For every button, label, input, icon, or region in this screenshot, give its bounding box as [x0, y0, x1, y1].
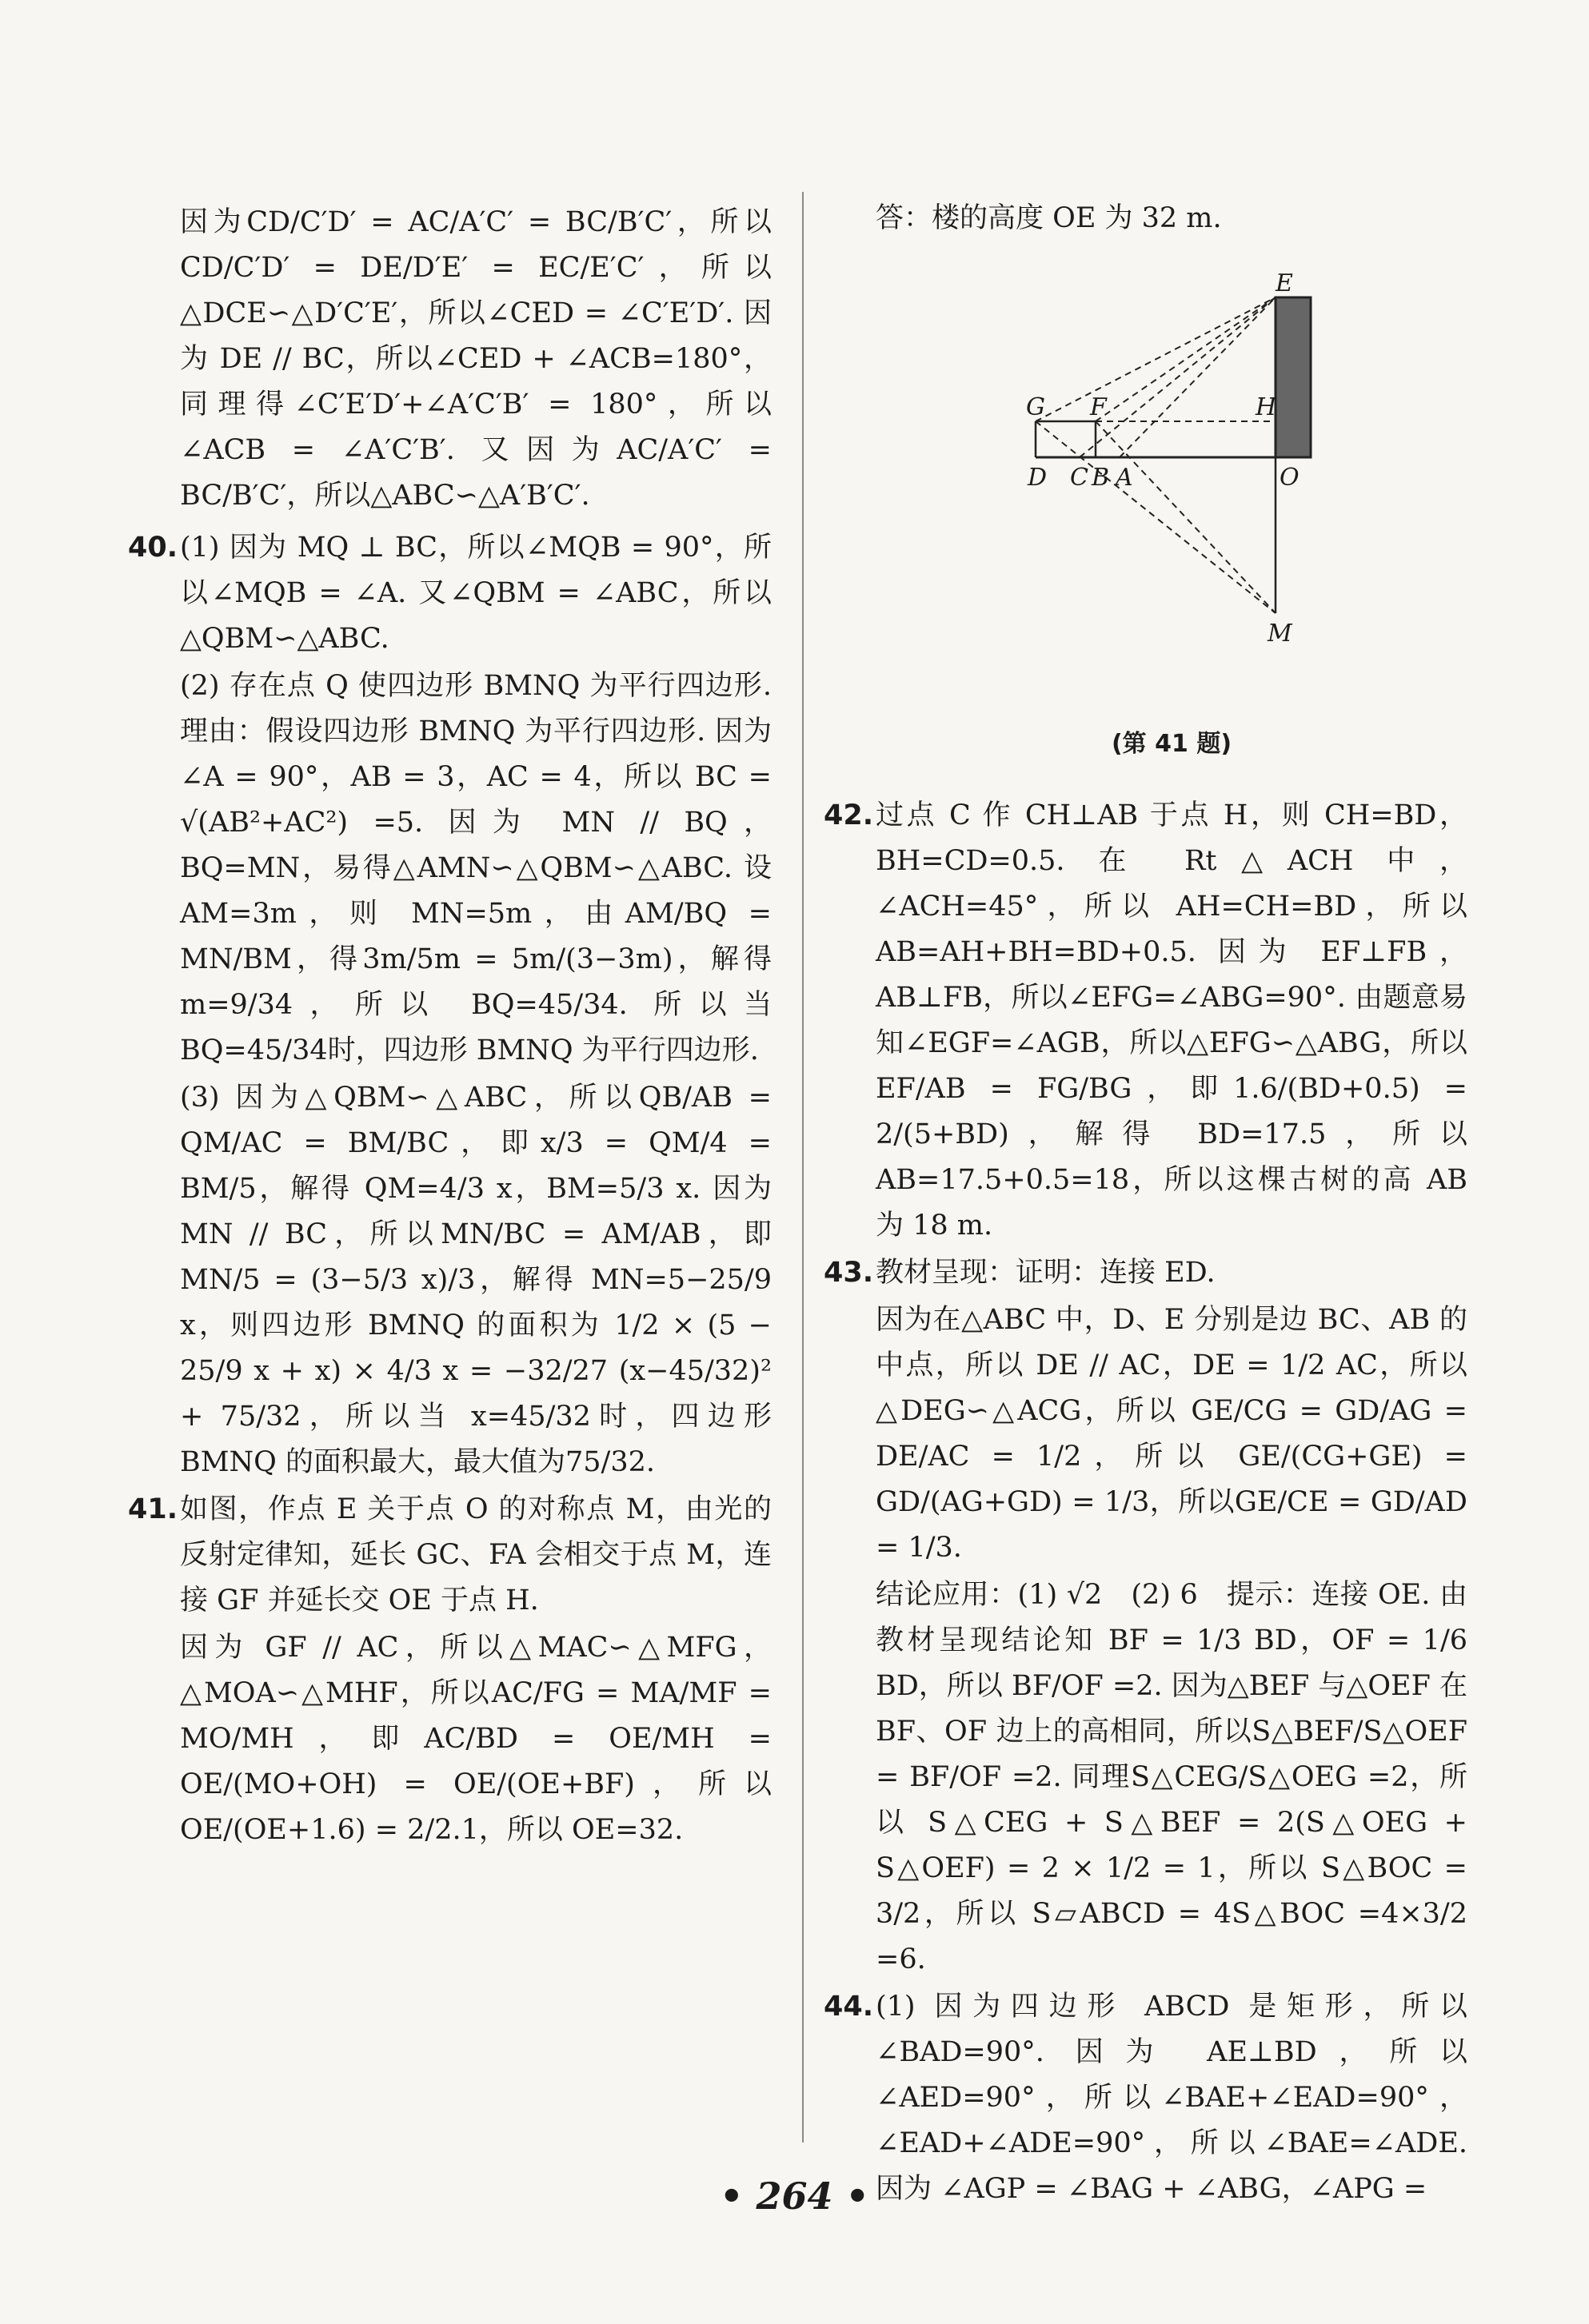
figure-caption: (第 41 题) — [1111, 730, 1232, 758]
label-g: G — [1026, 393, 1045, 421]
line-fm — [1096, 421, 1276, 613]
solution-41-part1: 41. 如图，作点 E 关于点 O 的对称点 M，由光的反射定律知，延长 GC、FA 会相交于点 M，连接 GF 并延长交 OE 于点 H. — [180, 1487, 772, 1624]
question-number-41: 41. — [128, 1493, 178, 1525]
label-b: B — [1092, 464, 1110, 492]
figure-41 — [876, 273, 1467, 785]
solution-41-part2: 因为 GF // AC，所以△MAC∽△MFG，△MOA∽△MHF，所以AC/FG = MA/MF = MO/MH，即AC/BD = OE/MH = OE/(MO+OH) = OE/(OE+BF)，所以OE/(OE+1.6) = 2/2.1，所以 OE=32. — [180, 1632, 772, 1846]
building-rect — [1276, 297, 1311, 457]
line-ge — [1036, 297, 1276, 421]
solution-41-answer: 答：楼的高度 OE 为 32 m. — [876, 202, 1222, 234]
solution-43-part2: 因为在△ABC 中，D、E 分别是边 BC、AB 的中点，所以 DE // AC，DE = 1/2 AC，所以△DEG∽△ACG，所以 GE/CG = GD/AG = DE/AC = 1/2，所以 GE/(CG+GE) = GD/(AG+GD) = 1/3，所以GE/CE = GD/AD = 1/3. — [876, 1304, 1467, 1564]
label-f: F — [1090, 393, 1107, 421]
solution-40-part1: 40. (1) 因为 MQ ⊥ BC，所以∠MQB = 90°，所以∠MQB = ∠A. 又∠QBM = ∠ABC，所以△QBM∽△ABC. — [180, 525, 772, 662]
solution-42: 42. 过点 C 作 CH⊥AB 于点 H，则 CH=BD，BH=CD=0.5. 在 Rt△ACH 中，∠ACH=45°，所以 AH=CH=BD，所以 AB=AH+BH=BD+0.5. 因为 EF⊥FB，AB⊥FB，所以∠EFG=∠ABG=90°. 由题意易知∠EGF=∠AGB，所以△EFG∽△ABG，所以EF/AB = FG/BG，即1.6/(BD+0.5) = 2/(5+BD)，解得 BD=17.5，所以 AB=17.5+0.5=18，所以这棵古树的高 AB 为 18 m. — [876, 793, 1467, 1249]
line-gm — [1036, 421, 1276, 613]
question-number-40: 40. — [128, 532, 178, 564]
label-m: M — [1268, 620, 1292, 648]
label-d: D — [1028, 464, 1048, 492]
question-number-43: 43. — [824, 1257, 874, 1289]
label-o: O — [1280, 464, 1300, 492]
line-ce — [1080, 297, 1276, 457]
question-number-44: 44. — [824, 1991, 874, 2023]
label-a: A — [1116, 464, 1133, 492]
label-c: C — [1070, 464, 1088, 492]
left-column — [128, 200, 772, 1855]
line-ae — [1120, 297, 1276, 457]
solution-43-part1: 43. 教材呈现：证明：连接 ED. — [876, 1250, 1467, 1296]
line-fe — [1096, 297, 1276, 421]
solution-44: 44. (1) 因为四边形 ABCD 是矩形，所以∠BAD=90°. 因为 AE⊥BD，所以∠AED=90°，所以∠BAE+∠EAD=90°，∠EAD+∠ADE=90°，所以∠BAE=∠ADE. 因为 ∠AGP = ∠BAG + ∠ABG，∠APG = — [876, 1984, 1467, 2212]
column-divider — [802, 192, 804, 2143]
right-column — [824, 196, 1467, 2214]
label-e: E — [1276, 273, 1293, 297]
label-h: H — [1256, 393, 1277, 421]
figure-41-diagram — [1004, 273, 1339, 705]
solution-40-part2: (2) 存在点 Q 使四边形 BMNQ 为平行四边形. 理由：假设四边形 BMNQ 为平行四边形. 因为∠A = 90°，AB = 3，AC = 4，所以 BC = √(AB²+AC²) =5. 因为 MN // BQ，BQ=MN，易得△AMN∽△QBM∽△ABC. 设 AM=3m，则 MN=5m，由AM/BQ = MN/BM，得3m/5m = 5m/(3−3m)，解得 m=9/34，所以 BQ=45/34. 所以当 BQ=45/34时，四边形 BMNQ 为平行四边形. — [180, 670, 772, 1066]
page-number: • 264 • — [720, 2175, 869, 2218]
question-number-42: 42. — [824, 799, 874, 831]
solution-43-part3: 结论应用：(1) √2 (2) 6 提示：连接 OE. 由教材呈现结论知 BF = 1/3 BD，OF = 1/6 BD，所以 BF/OF =2. 因为△BEF 与△OEF 在 BF、OF 边上的高相同，所以S△BEF/S△OEF = BF/OF =2. 同理S△CEG/S△OEG =2，所以 S△CEG + S△BEF = 2(S△OEG + S△OEF) = 2 × 1/2 = 1，所以 S△BOC = 3/2，所以 S▱ABCD = 4S△BOC =4×3/2 =6. — [876, 1579, 1467, 1975]
solution-39-cont: 因为CD/C′D′ = AC/A′C′ = BC/B′C′，所以CD/C′D′ = DE/D′E′ = EC/E′C′，所以△DCE∽△D′C′E′，所以∠CED = ∠C′E′D′. 因为 DE // BC，所以∠CED + ∠ACB=180°，同理得∠C′E′D′+∠A′C′B′ = 180°，所以∠ACB = ∠A′C′B′. 又因为AC/A′C′ = BC/B′C′，所以△ABC∽△A′B′C′. — [180, 206, 772, 512]
solution-40-part3: (3) 因为△QBM∽△ABC，所以QB/AB = QM/AC = BM/BC，即x/3 = QM/4 = BM/5，解得 QM=4/3 x，BM=5/3 x. 因为 MN // BC，所以MN/BC = AM/AB，即MN/5 = (3−5/3 x)/3，解得 MN=5−25/9 x，则四边形 BMNQ 的面积为 1/2 × (5 − 25/9 x + x) × 4/3 x = −32/27 (x−45/32)² + 75/32，所以当 x=45/32时，四边形 BMNQ 的面积最大，最大值为75/32. — [180, 1082, 772, 1478]
